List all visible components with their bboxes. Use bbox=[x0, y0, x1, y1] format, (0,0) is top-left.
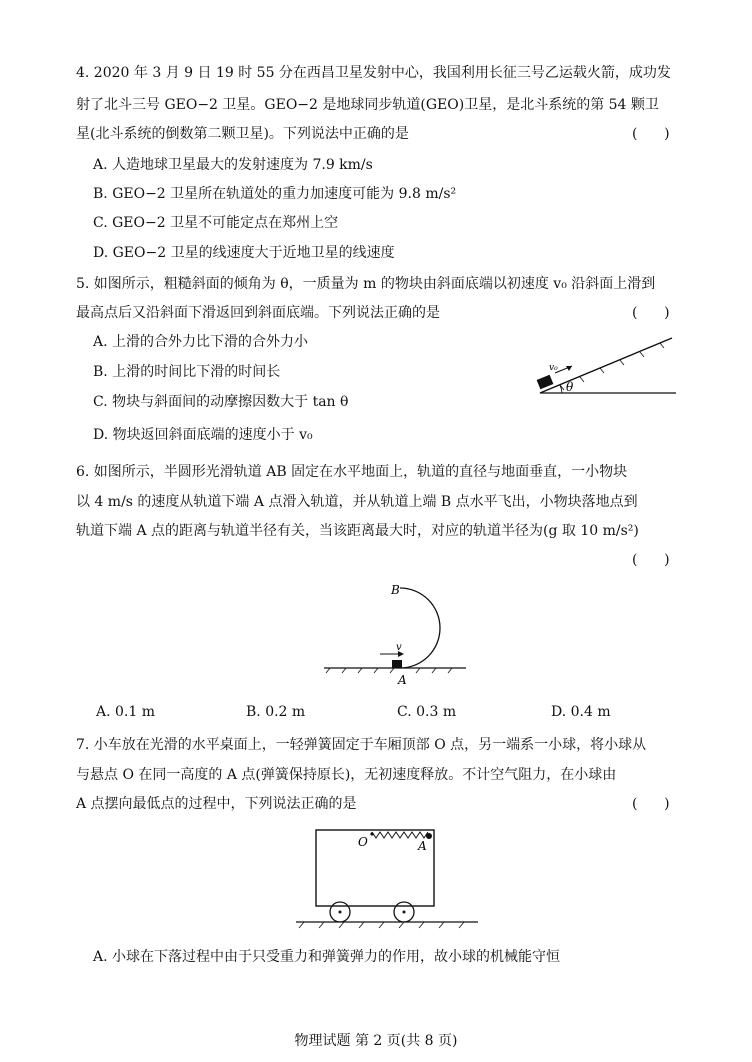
q5-answer-paren: ( ) bbox=[632, 305, 670, 321]
table-hatch-9 bbox=[459, 922, 464, 928]
q6-stem-line-3: 轨道下端 A 点的距离与轨道半径有关，当该距离最大时，对应的轨道半径为(g 取 10 m/s²) bbox=[76, 523, 639, 539]
track-ground-hatch-8 bbox=[448, 668, 452, 673]
q5-option-a: A. 上滑的合外力比下滑的合外力小 bbox=[93, 334, 309, 350]
incline-figure bbox=[520, 330, 680, 400]
table-hatch-7 bbox=[419, 922, 424, 928]
q7-option-a: A. 小球在下落过程中由于只受重力和弹簧弹力的作用，故小球的机械能守恒 bbox=[93, 949, 561, 965]
q4-option-d: D. GEO−2 卫星的线速度大于近地卫星的线速度 bbox=[93, 245, 395, 261]
q6-option-c: C. 0.3 m bbox=[397, 704, 457, 720]
incline-block bbox=[537, 375, 554, 390]
q5-stem-line-1: 5. 如图所示，粗糙斜面的倾角为 θ，一质量为 m 的物块由斜面底端以初速度 v₀ 沿斜面上滑到 bbox=[76, 276, 656, 292]
q4-option-c: C. GEO−2 卫星不可能定点在郑州上空 bbox=[93, 215, 339, 231]
table-hatch-4 bbox=[359, 922, 364, 928]
point-a-label: A bbox=[418, 839, 427, 853]
track-ground-hatch-4 bbox=[374, 668, 378, 673]
track-ground-hatch-2 bbox=[342, 668, 346, 673]
q5-stem-line-2: 最高点后又沿斜面下滑返回到斜面底端。下列说法正确的是 bbox=[76, 305, 440, 321]
incline-hatch-4 bbox=[620, 360, 624, 365]
q6-stem-line-1: 6. 如图所示，半圆形光滑轨道 AB 固定在水平地面上，轨道的直径与地面垂直，一小物块 bbox=[76, 464, 628, 480]
q4-stem-line-1: 4. 2020 年 3 月 9 日 19 时 55 分在西昌卫星发射中心，我国利用长征三号乙运载火箭，成功发 bbox=[76, 65, 671, 81]
table-hatch-5 bbox=[379, 922, 384, 928]
semicircle-track-figure bbox=[320, 580, 470, 690]
page-footer: 物理试题 第 2 页(共 8 页) bbox=[294, 1033, 458, 1049]
q6-answer-paren: ( ) bbox=[632, 552, 670, 568]
track-ground-hatch-1 bbox=[326, 668, 330, 673]
track-point-b-label: B bbox=[391, 583, 400, 597]
q6-option-b: B. 0.2 m bbox=[246, 704, 306, 720]
track-ground-hatch-6 bbox=[416, 668, 420, 673]
small-ball bbox=[426, 833, 432, 839]
incline-hatch-5 bbox=[640, 352, 644, 357]
q4-stem-line-3: 星(北斗系统的倒数第二颗卫星)。下列说法中正确的是 bbox=[76, 126, 409, 142]
q6-option-d: D. 0.4 m bbox=[551, 704, 611, 720]
incline-surface bbox=[540, 338, 672, 393]
incline-hatch-2 bbox=[580, 377, 584, 382]
table-hatch-6 bbox=[399, 922, 404, 928]
q7-stem-line-1: 7. 小车放在光滑的水平桌面上，一轻弹簧固定于车厢顶部 O 点，另一端系一小球，将小球从 bbox=[76, 737, 647, 753]
q4-option-b: B. GEO−2 卫星所在轨道处的重力加速度可能为 9.8 m/s² bbox=[93, 186, 457, 202]
incline-hatch-6 bbox=[660, 343, 664, 348]
track-small-block bbox=[392, 660, 402, 668]
pivot-point-o bbox=[370, 832, 373, 835]
track-velocity-label: v bbox=[396, 642, 402, 653]
q7-stem-line-3: A 点摆向最低点的过程中，下列说法正确的是 bbox=[76, 796, 357, 812]
q6-option-a: A. 0.1 m bbox=[96, 704, 156, 720]
track-point-a-label: A bbox=[398, 673, 407, 687]
q4-answer-paren: ( ) bbox=[632, 126, 670, 142]
q6-stem-line-2: 以 4 m/s 的速度从轨道下端 A 点滑入轨道，并从轨道上端 B 点水平飞出，小物块落地点到 bbox=[76, 494, 638, 510]
q4-stem-line-2: 射了北斗三号 GEO−2 卫星。GEO−2 是地球同步轨道(GEO)卫星，是北斗系统的第 54 颗卫 bbox=[76, 97, 659, 113]
track-ground-hatch-7 bbox=[432, 668, 436, 673]
spring bbox=[372, 832, 428, 838]
cart-wheel-right-hub bbox=[403, 911, 406, 914]
semicircle-track bbox=[400, 588, 440, 668]
q4-option-a: A. 人造地球卫星最大的发射速度为 7.9 km/s bbox=[93, 157, 373, 173]
table-hatch-8 bbox=[439, 922, 444, 928]
pivot-o-label: O bbox=[358, 835, 368, 849]
table-hatch-2 bbox=[319, 922, 324, 928]
cart-body bbox=[316, 830, 434, 906]
table-hatch-1 bbox=[299, 922, 304, 928]
cart-spring-figure bbox=[292, 824, 482, 932]
cart-wheel-left-hub bbox=[339, 911, 342, 914]
q5-option-b: B. 上滑的时间比下滑的时间长 bbox=[93, 364, 281, 380]
incline-angle-label: θ bbox=[566, 380, 574, 394]
table-hatch-3 bbox=[339, 922, 344, 928]
track-ground-hatch-3 bbox=[358, 668, 362, 673]
incline-hatch-3 bbox=[600, 368, 604, 373]
q7-answer-paren: ( ) bbox=[632, 796, 670, 812]
track-ground-hatch-5 bbox=[390, 668, 394, 673]
q5-option-d: D. 物块返回斜面底端的速度小于 v₀ bbox=[93, 427, 313, 443]
q7-stem-line-2: 与悬点 O 在同一高度的 A 点(弹簧保持原长)，无初速度释放。不计空气阻力，在小球由 bbox=[76, 767, 617, 783]
incline-velocity-label: v₀ bbox=[549, 363, 558, 373]
q5-option-c: C. 物块与斜面间的动摩擦因数大于 tan θ bbox=[93, 394, 349, 410]
